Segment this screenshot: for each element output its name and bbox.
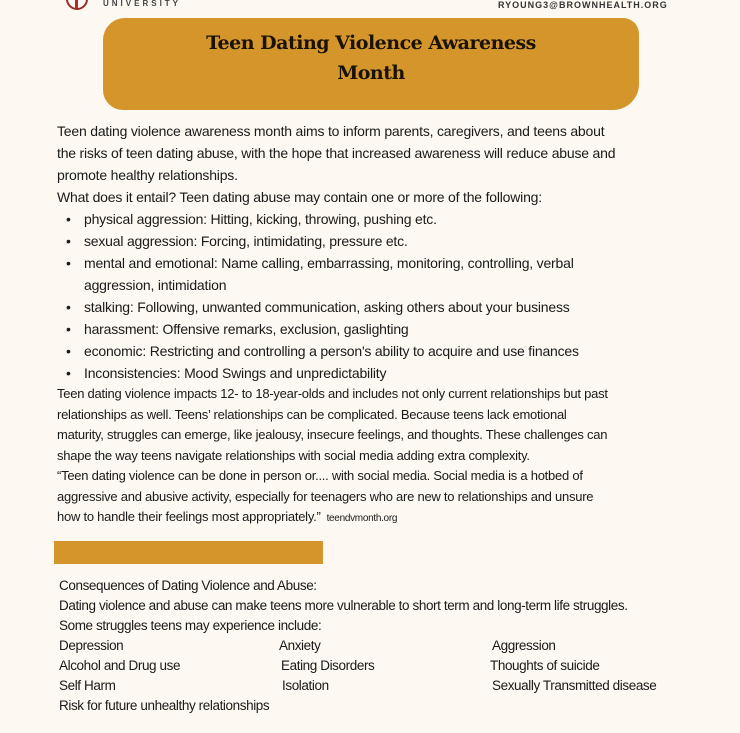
university-logo-icon — [66, 0, 88, 10]
struggles-row: Depression Anxiety Aggression — [59, 638, 556, 653]
section-divider-bar — [54, 541, 323, 564]
impact-section — [57, 384, 608, 530]
list-item: • Inconsistencies: Mood Swings and unpredictability — [84, 362, 615, 384]
text-line: the risks of teen dating abuse, with the hope that increased awareness will reduce abuse and — [57, 145, 616, 161]
text-line: promote healthy relationships. — [57, 167, 238, 183]
university-logo-text: UNIVERSITY — [103, 0, 182, 8]
text-line: Teen dating violence awareness month aims to inform parents, caregivers, and teens about — [57, 123, 605, 139]
source-citation: teendvmonth.org — [326, 513, 398, 524]
struggles-row: Risk for future unhealthy relationships — [59, 698, 270, 713]
list-item: • stalking: Following, unwanted communication, asking others about your business — [84, 296, 615, 318]
text-line: maturity, struggles can emerge, like jealousy, insecure feelings, and thoughts. These challenges can — [57, 427, 608, 442]
intro-section — [57, 120, 615, 384]
title-line: Month — [337, 62, 405, 84]
text-line: shape the way teens navigate relationships with social media adding extra complexity. — [57, 447, 530, 463]
page-title — [103, 28, 639, 88]
consequences-section — [59, 576, 657, 716]
list-item: • mental and emotional: Name calling, embarrassing, monitoring, controlling, verbal aggression, intimidation — [84, 252, 615, 296]
struggles-row: Self Harm Isolation Sexually Transmitted disease — [59, 678, 657, 693]
text-line: how to handle their feelings most appropriately.” teendvmonth.org — [57, 509, 398, 524]
list-item: • sexual aggression: Forcing, intimidating, pressure etc. — [84, 230, 615, 252]
section-heading: Consequences of Dating Violence and Abuse: — [59, 578, 317, 593]
struggles-row: Alcohol and Drug use Eating Disorders Thoughts of suicide — [59, 658, 600, 673]
text-line: Dating violence and abuse can make teens more vulnerable to short term and long-term life struggles. — [59, 598, 628, 613]
list-item: • physical aggression: Hitting, kicking, throwing, pushing etc. — [84, 208, 615, 230]
abuse-types-list — [57, 208, 615, 384]
contact-email: RYOUNG3@BROWNHEALTH.ORG — [498, 0, 668, 10]
text-line: Some struggles teens may experience include: — [59, 618, 322, 633]
text-line: relationships as well. Teens’ relationships can be complicated. Because teens lack emotional — [57, 406, 567, 422]
text-line: Teen dating violence impacts 12- to 18-year-olds and includes not only current relationships but past — [57, 386, 608, 401]
text-line: “Teen dating violence can be done in person or.... with social media. Social media is a hotbed of — [57, 468, 583, 483]
list-item: • economic: Restricting and controlling a person's ability to acquire and use finances — [84, 340, 615, 362]
list-item: • harassment: Offensive remarks, exclusion, gaslighting — [84, 318, 615, 340]
text-line: What does it entail? Teen dating abuse may contain one or more of the following: — [57, 189, 542, 205]
text-line: aggressive and abusive activity, especially for teenagers who are new to relationships and unsure — [57, 488, 594, 504]
title-line: Teen Dating Violence Awareness — [206, 32, 536, 54]
